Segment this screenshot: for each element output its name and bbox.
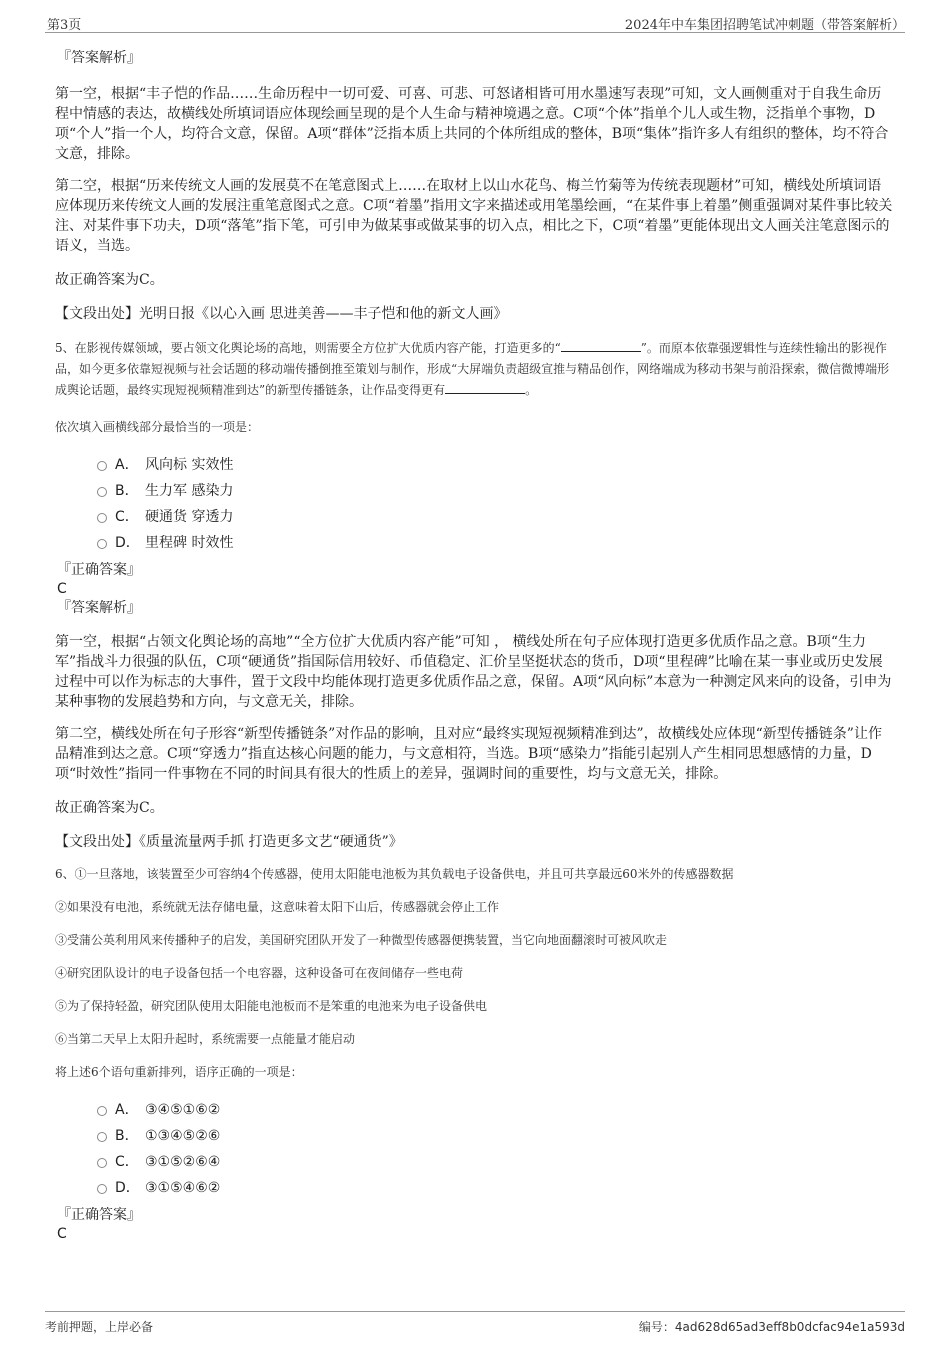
- document-code: [639, 1318, 905, 1335]
- q4-source: 【文段出处】光明日报《以心入画 思进美善——丰子恺和他的新文人画》: [55, 306, 508, 322]
- q6-options: [55, 1097, 895, 1201]
- code-value: 4ad628d65ad3eff8b0dcfac94e1a593d: [674, 1320, 905, 1334]
- q6-sentence-1: 6、①一旦落地，该装置至少可容纳4个传感器，使用太阳能电池板为其负载电子设备供电，并且可共享最远60米外的传感器数据: [55, 867, 734, 881]
- code-label: 编号：: [638, 1320, 675, 1334]
- q5-blank-2: [445, 381, 525, 394]
- q6-sentence-4: ④研究团队设计的电子设备包括一个电容器，这种设备可在夜间储存一些电荷: [55, 966, 464, 980]
- radio-icon[interactable]: [97, 539, 107, 549]
- q4-analysis-paragraph-2: 第二空，根据“历来传统文人画的发展莫不在笔意图式上……在取材上以山水花鸟、梅兰竹菊等为传统表现题材”可知，横线处所填词语应体现历来传统文人画的发展注重笔意图式之意。C项“着墨”指用文字来描述或用笔墨绘画，“在某件事上着墨”侧重强调对某件事比较关注、对某件事下功夫，D项“落笔”指下笔，可引申为做某事或做某事的切入点，相比之下，C项“着墨”更能体现出文人画关注笔意图示的语义，当选。: [55, 178, 893, 254]
- q5-stem-part-2: ”。而原本依靠强逻辑性与连续性输出的影视作品，如今更多依靠短视频与社会话题的移动端传播倒推至策划与制作，形成“大屏端负责超级宣推与精品创作，网络端成为移动书架与前沿探索，微信微博端形成舆论话题，最终实现短视频精准到达”的新型传播链条，让作品变得更有: [55, 341, 890, 397]
- footer-slogan: 考前押题，上岸必备: [45, 1320, 154, 1334]
- q4-analysis-heading: 『答案解析』: [57, 50, 141, 66]
- q6-sentence-2: ②如果没有电池，系统就无法存储电量，这意味着太阳下山后，传感器就会停止工作: [55, 900, 500, 914]
- radio-icon[interactable]: [97, 1158, 107, 1168]
- q6-sentence-5: ⑤为了保持轻盈，研究团队使用太阳能电池板而不是笨重的电池来为电子设备供电: [55, 999, 488, 1013]
- radio-icon[interactable]: [97, 487, 107, 497]
- page-header: [45, 10, 905, 33]
- q5-analysis-paragraph-2: 第二空，横线处所在句子形容“新型传播链条”对作品的影响，且对应“最终实现短视频精准到达”，故横线处应体现“新型传播链条”让作品精准到达之意。C项“穿透力”指直达核心问题的能力，与文意相符，当选。B项“感染力”指能引起别人产生相同思想感情的力量，D项“时效性”指同一件事物在不同的时间具有很大的性质上的差异，强调时间的重要性，均与文意无关，排除。: [55, 726, 882, 782]
- radio-icon[interactable]: [97, 461, 107, 471]
- page-number: 第3页: [47, 18, 82, 33]
- q5-options: [55, 452, 895, 556]
- q6-option-d[interactable]: D． ③①⑤④⑥②: [55, 1175, 895, 1201]
- q6-correct-answer: C: [57, 1226, 67, 1242]
- q5-analysis-heading: 『答案解析』: [57, 600, 141, 616]
- q5-stem-part-1: 5、在影视传媒领域，要占领文化舆论场的高地，则需要全方位扩大优质内容产能，打造更多的“: [55, 341, 561, 355]
- main-content: [55, 40, 895, 1243]
- q5-stem-part-3: 。: [525, 383, 538, 397]
- radio-icon[interactable]: [97, 1106, 107, 1116]
- q6-sentence-6: ⑥当第二天早上太阳升起时，系统需要一点能量才能启动: [55, 1032, 356, 1046]
- q5-option-a[interactable]: A． 风向标 实效性: [55, 452, 895, 478]
- q4-analysis-paragraph-1: 第一空，根据“丰子恺的作品……生命历程中一切可爱、可喜、可悲、可怒诸相皆可用水墨速写表现”可知，文人画侧重对于自我生命历程中情感的表达，故横线处所填词语应体现绘画呈现的是个人生命与精神境遇之意。C项“个体”指单个儿人或生物，泛指单个事物，D项“个人”指一个人，均符合文意，保留。A项“群体”泛指本质上共同的个体所组成的整体，B项“集体”指许多人有组织的整体，均不符合文意，排除。: [55, 86, 889, 162]
- q5-blank-1: [561, 339, 641, 352]
- q6-option-a[interactable]: A． ③④⑤①⑥②: [55, 1097, 895, 1123]
- q5-source: 【文段出处】《质量流量两手抓 打造更多文艺“硬通货”》: [55, 834, 403, 850]
- page-footer: [45, 1311, 905, 1340]
- document-title: 2024年中车集团招聘笔试冲刺题（带答案解析）: [624, 18, 905, 33]
- q5-conclusion: 故正确答案为C。: [55, 800, 164, 816]
- q5-analysis-paragraph-1: 第一空，根据“占领文化舆论场的高地”“全方位扩大优质内容产能”可知 ， 横线处所在句子应体现打造更多优质作品之意。B项“生力军”指战斗力很强的队伍，C项“硬通货”指国际信用较好、币值稳定、汇价呈坚挺状态的货币，D项“里程碑”比喻在某一事业或历史发展过程中可以作为标志的大事件，置于文段中均能体现打造更多优质作品之意，保留。A项“风向标”本意为一种测定风来向的设备，引申为某种事物的发展趋势和方向，与文意无关，排除。: [55, 634, 892, 710]
- q6-correct-heading: 『正确答案』: [57, 1207, 141, 1223]
- radio-icon[interactable]: [97, 1184, 107, 1194]
- q6-prompt: 将上述6个语句重新排列，语序正确的一项是：: [55, 1065, 303, 1079]
- q6-sentence-3: ③受蒲公英利用风来传播种子的启发，美国研究团队开发了一种微型传感器便携装置，当它向地面翻滚时可被风吹走: [55, 933, 668, 947]
- radio-icon[interactable]: [97, 513, 107, 523]
- q6-option-c[interactable]: C． ③①⑤②⑥④: [55, 1149, 895, 1175]
- q5-option-c[interactable]: C． 硬通货 穿透力: [55, 504, 895, 530]
- q5-option-d[interactable]: D． 里程碑 时效性: [55, 530, 895, 556]
- q5-prompt: 依次填入画横线部分最恰当的一项是：: [55, 420, 260, 434]
- q5-correct-answer: C: [57, 581, 67, 597]
- q4-conclusion: 故正确答案为C。: [55, 272, 164, 288]
- q6-option-b[interactable]: B． ①③④⑤②⑥: [55, 1123, 895, 1149]
- q5-stem: [55, 338, 895, 401]
- radio-icon[interactable]: [97, 1132, 107, 1142]
- q5-option-b[interactable]: B． 生力军 感染力: [55, 478, 895, 504]
- q5-correct-heading: 『正确答案』: [57, 562, 141, 578]
